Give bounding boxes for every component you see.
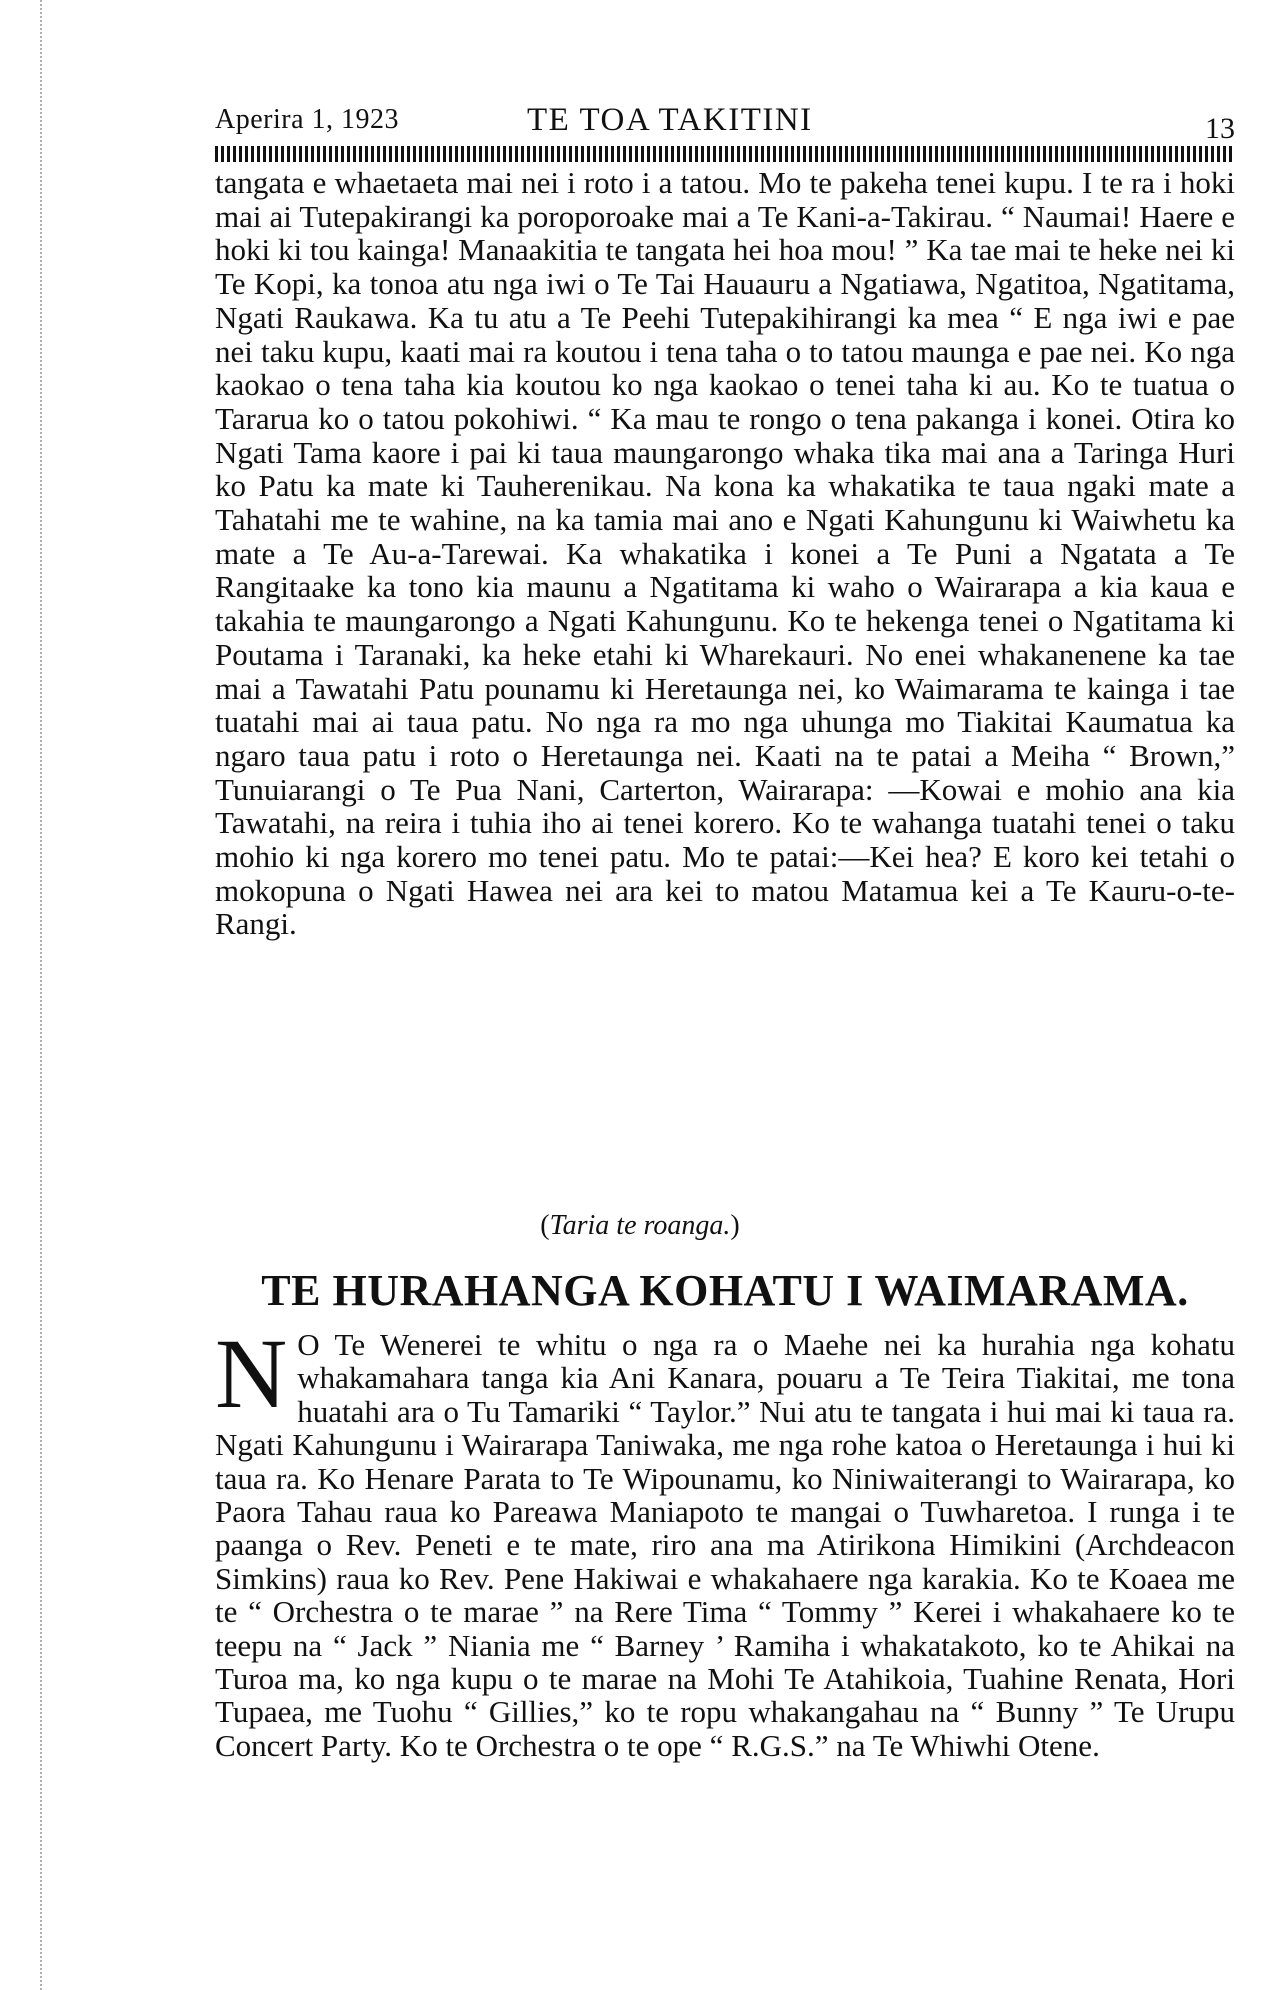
signoff-text: Taria te roanga. [549,1210,731,1241]
article-body [215,1318,1235,1763]
continued-paragraph: tangata e whaetaeta mai nei i roto i a tatou. Mo te pakeha tenei kupu. I te ra i hoki mai ai Tutepakirangi ka poroporoake mai a Te Kani-a-Takirau. “ Naumai! Haere e hoki ki tou kainga! Manaakitia te tangata hei hoa mou! ” Ka tae mai te heke nei ki Te Kopi, ka tonoa atu nga iwi o Te Tai Hauauru a Ngatiawa, Ngatitoa, Ngatitama, Ngati Raukawa. Ka tu atu a Te Peehi Tutepakihirangi ka mea “ E nga iwi e pae nei taku kupu, kaati mai ra koutou i tena taha o to tatou maunga e pae nei. Ko nga kaokao o tena taha kia koutou ko nga kaokao o tenei taha ki au. Ko te tuatua o Tararua ko o tatou pokohiwi. “ Ka mau te rongo o tena pakanga i konei. Otira ko Ngati Tama kaore i pai ki taua maungarongo whaka tika mai ana a Taringa Huri ko Patu ka mate ki Tauherenikau. Na kona ka whakatika te taua ngaki mate a Tahatahi me te wahine, na ka tamia mai ano e Ngati Kahungunu ki Waiwhetu ka mate a Te Au-a-Tarewai. Ka whakatika i konei a Te Puni a Ngatata a Te Rangitaake ka tono kia maunu a Ngatitama ki waho o Wairarapa a kia kaua e takahia te maungarongo a Ngati Kahungunu. Ko te hekenga tenei o Ngatitama ki Poutama i Taranaki, ka heke etahi ki Wharekauri. No enei whakanenene ka tae mai a Tawatahi Patu pounamu ki Heretaunga nei, ko Waimarama te kainga i tae tuatahi mai ai taua patu. No nga ra mo nga uhunga mo Tiakitai Kaumatua ka ngaro taua patu i roto o Heretaunga nei. Kaati na te patai a Meiha “ Brown,” Tunuiarangi o Te Pua Nani, Carterton, Wairarapa: —Kowai e mohio ana kia Tawatahi, na reira i tuhia iho ai tenei korero. Ko te wahanga tuatahi tenei o taku mohio ki nga korero mo tenei patu. Mo te patai:—Kei hea? E koro kei tetahi o mokopuna o Ngati Hawea nei ara kei to matou Matamua kei a Te Kauru-o-te-Rangi. [215,165,1235,942]
drop-cap: N [215,1318,288,1429]
page-number: 13 [1205,112,1235,145]
signoff-open-paren: ( [540,1210,550,1241]
publication-title: TE TOA TAKITINI [527,102,813,138]
article-headline: TE HURAHANGA KOHATU I WAIMARAMA. [261,1266,1189,1315]
continued-article [215,166,1235,941]
signoff-close-paren: ) [730,1210,740,1241]
binding-edge [40,0,42,1990]
issue-date: Aperira 1, 1923 [215,104,400,135]
page-header [215,100,1235,144]
decorative-rule [215,146,1235,162]
article-paragraph: O Te Wenerei te whitu o nga ra o Maehe nei ka hurahia nga kohatu whakamahara tanga kia Ani Kanara, pouaru a Te Teira Tiakitai, me tona huatahi ara o Tu Tamariki “ Taylor.” Nui atu te tangata i hui mai ki taua ra. Ngati Kahungunu i Wairarapa Taniwaka, me nga rohe katoa o Heretaunga i hui ki taua ra. Ko Henare Parata to Te Wipounamu, ko Niniwaiterangi to Wairarapa, ko Paora Tahau raua ko Pareawa Maniapoto te mangai o Tuwharetoa. I runga i te paanga o Rev. Peneti e te mate, riro ana ma Atirikona Himikini (Archdeacon Simkins) raua ko Rev. Pene Hakiwai e whakahaere nga karakia. Ko te Koaea me te “ Orchestra o te marae ” na Rere Tima “ Tommy ” Kerei i whakahaere ko te teepu na “ Jack ” Niania me “ Barney ’ Ramiha i whakatakoto, ko te Ahikai na Turoa ma, ko nga kupu o te marae na Mohi Te Atahikoia, Tuahine Renata, Hori Tupaea, me Tuohu “ Gillies,” ko te ropu whakangahau na “ Bunny ” Te Urupu Concert Party. Ko te Orchestra o te ope “ R.G.S.” na Te Whiwhi Otene. [215,1327,1235,1763]
continued-signoff [0,1210,1280,1242]
